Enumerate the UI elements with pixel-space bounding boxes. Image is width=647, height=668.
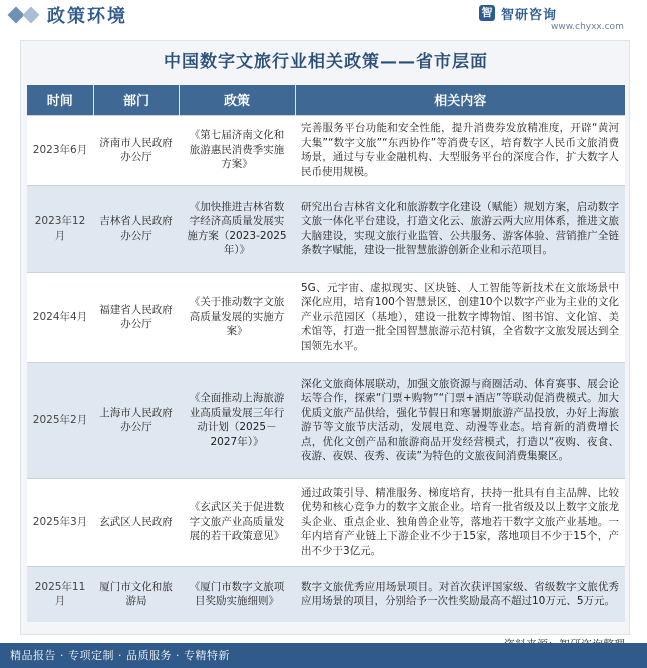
cell-policy: 《玄武区关于促进数字文旅产业高质量发展的若干政策意见》 <box>179 478 295 566</box>
column-header-content: 相关内容 <box>295 85 625 115</box>
cell-policy: 《厦门市数字文旅项目奖励实施细则》 <box>179 566 295 622</box>
table-row <box>27 185 625 272</box>
table-title: 中国数字文旅行业相关政策——省市层面 <box>164 52 488 72</box>
cell-time: 2025年2月 <box>27 362 93 478</box>
cell-time: 2025年3月 <box>27 478 93 566</box>
table-row <box>27 272 625 362</box>
cell-policy: 《全面推动上海旅游业高质量发展三年行动计划（2025－2027年）》 <box>179 362 295 478</box>
cell-time: 2023年6月 <box>27 115 93 185</box>
top-bar <box>0 0 647 30</box>
brand-logo <box>479 2 639 36</box>
cell-dept: 玄武区人民政府 <box>93 478 179 566</box>
policy-panel <box>20 40 630 635</box>
table-row <box>27 566 625 622</box>
policy-table <box>27 85 625 622</box>
cell-content: 通过政策引导、精准服务、梯度培育，扶持一批具有自主品牌、比较优势和核心竞争力的数字文旅企业。培育一批省级及以上数字文旅龙头企业、重点企业、独角兽企业等，落地若干数字文旅产业基地。一年内培育产业链上下游企业不少于15家，落地项目不少于15个，产出不少于3亿元。 <box>295 478 625 566</box>
column-header-time: 时间 <box>27 85 93 115</box>
cell-dept: 厦门市文化和旅游局 <box>93 566 179 622</box>
brand-name: 智研咨询 <box>501 8 558 23</box>
column-header-policy: 政策 <box>179 85 295 115</box>
brand-icon: 智 <box>479 5 495 21</box>
column-header-dept: 部门 <box>93 85 179 115</box>
cell-policy: 《加快推进吉林省数字经济高质量发展实施方案（2023-2025年）》 <box>179 185 295 272</box>
section-heading <box>6 2 127 28</box>
cell-dept: 济南市人民政府办公厅 <box>93 115 179 185</box>
cell-content: 完善服务平台功能和安全性能，提升消费券发放精准度，开辟“黄河大集”“数字文旅”“东西协作”等消费专区，培育数字人民币文旅消费场景，通过与专业金融机构、大型服务平台的深度合作，扩大数字人民币使用规模。 <box>295 115 625 185</box>
table-row <box>27 478 625 566</box>
table-row <box>27 362 625 478</box>
cell-content: 深化文旅商体展联动，加强文旅资源与商圈活动、体育赛事、展会论坛等合作，探索“门票+购物”“门票+酒店”等联动促消费模式。加大优质文旅产品供给，强化节假日和寒暑期旅游产品投放，办好上海旅游节等文旅节庆活动，发展电竞、动漫等业态。培育新的消费增长点，优化文创产品和旅游商品开发经营模式，打造以“夜购、夜食、夜游、夜娱、夜秀、夜读”为特色的文旅夜间消费集聚区。 <box>295 362 625 478</box>
table-header-row <box>27 85 625 115</box>
cell-policy: 《关于推动数字文旅高质量发展的实施方案》 <box>179 272 295 362</box>
footer-slogan: 精品报告 · 专项定制 · 品质服务 · 专精特新 <box>10 649 230 662</box>
cell-dept: 上海市人民政府办公厅 <box>93 362 179 478</box>
cell-time: 2025年11月 <box>27 566 93 622</box>
cell-dept: 吉林省人民政府办公厅 <box>93 185 179 272</box>
cell-content: 数字文旅优秀应用场景项目。对首次获评国家级、省级数字文旅优秀应用场景的项目，分别给予一次性奖励最高不超过10万元、5万元。 <box>295 566 625 622</box>
diamond-icon <box>23 7 40 24</box>
footer-bar <box>0 643 647 668</box>
cell-content: 5G、元宇宙、虚拟现实、区块链、人工智能等新技术在文旅场景中深化应用，培育100个智慧景区，创建10个以数字产业为主业的文化产业示范园区（基地），建设一批数字博物馆、图书馆、文化馆、美术馆等，打造一批全国智慧旅游示范村镇，全省数字文旅发展达到全国领先水平。 <box>295 272 625 362</box>
cell-content: 研究出台吉林省文化和旅游数字化建设（赋能）规划方案，启动数字文旅一体化平台建设，打造文化云、旅游云两大应用体系，推进文旅大脑建设，实现文旅行业监管、公共服务、游客体验、营销推广全链条数字赋能，建设一批智慧旅游创新企业和示范项目。 <box>295 185 625 272</box>
brand-url: www.chyxx.com <box>551 22 624 32</box>
cell-time: 2023年12月 <box>27 185 93 272</box>
cell-dept: 福建省人民政府办公厅 <box>93 272 179 362</box>
table-row <box>27 115 625 185</box>
cell-policy: 《第七届济南文化和旅游惠民消费季实施方案》 <box>179 115 295 185</box>
cell-time: 2024年4月 <box>27 272 93 362</box>
section-title: 政策环境 <box>47 6 127 27</box>
